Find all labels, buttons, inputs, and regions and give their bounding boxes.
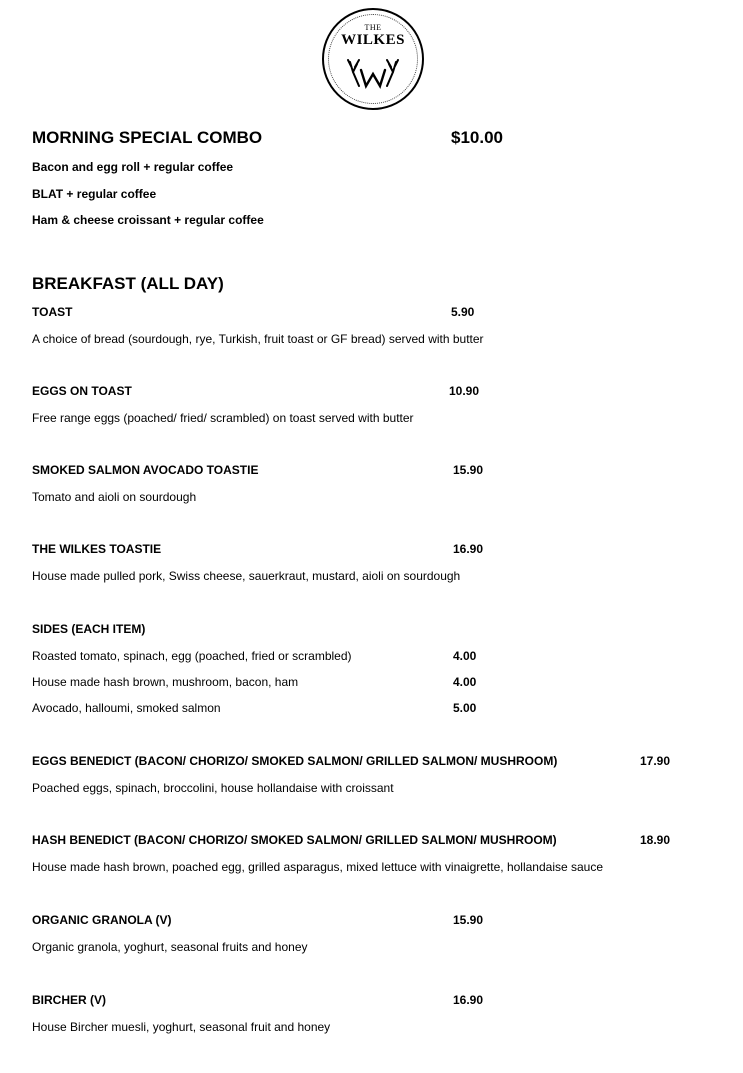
menu-item-name: THE WILKES TOASTIE xyxy=(32,542,162,556)
menu-item-price: 16.90 xyxy=(453,542,484,556)
combo-item: Bacon and egg roll + regular coffee xyxy=(32,160,234,174)
sides-heading: SIDES (EACH ITEM) xyxy=(32,622,146,636)
side-item-price: 4.00 xyxy=(453,675,477,689)
menu-item-price: 10.90 xyxy=(449,384,480,398)
combo-heading: MORNING SPECIAL COMBO xyxy=(32,128,263,147)
menu-item-price: 15.90 xyxy=(453,913,484,927)
menu-item-price: 18.90 xyxy=(640,833,671,847)
menu-item-description: Poached eggs, spinach, broccolini, house hollandaise with croissant xyxy=(32,781,394,795)
menu-item-description: House Bircher muesli, yoghurt, seasonal fruit and honey xyxy=(32,1020,331,1034)
side-item-label: Roasted tomato, spinach, egg (poached, fried or scrambled) xyxy=(32,649,352,663)
combo-price: $10.00 xyxy=(451,128,503,147)
menu-item-price: 16.90 xyxy=(453,993,484,1007)
menu-item-name: EGGS ON TOAST xyxy=(32,384,132,398)
restaurant-logo xyxy=(322,8,424,110)
logo-name: WILKES xyxy=(341,32,405,48)
menu-item-description: House made hash brown, poached egg, grilled asparagus, mixed lettuce with vinaigrette, hollandaise sauce xyxy=(32,860,604,874)
menu-item-description: Tomato and aioli on sourdough xyxy=(32,490,197,504)
menu-item-price: 5.90 xyxy=(451,305,475,319)
menu-item-description: House made pulled pork, Swiss cheese, sauerkraut, mustard, aioli on sourdough xyxy=(32,569,461,583)
menu-item-price: 15.90 xyxy=(453,463,484,477)
menu-item-name: SMOKED SALMON AVOCADO TOASTIE xyxy=(32,463,259,477)
combo-item: Ham & cheese croissant + regular coffee xyxy=(32,213,264,227)
menu-item-description: Organic granola, yoghurt, seasonal fruits and honey xyxy=(32,940,308,954)
side-item-label: Avocado, halloumi, smoked salmon xyxy=(32,701,221,715)
side-item-label: House made hash brown, mushroom, bacon, ham xyxy=(32,675,299,689)
menu-item-price: 17.90 xyxy=(640,754,671,768)
menu-item-name: BIRCHER (V) xyxy=(32,993,106,1007)
logo-top-text: THE xyxy=(364,23,382,32)
menu-item-description: Free range eggs (poached/ fried/ scrambled) on toast served with butter xyxy=(32,411,414,425)
combo-item: BLAT + regular coffee xyxy=(32,187,157,201)
menu-item-name: EGGS BENEDICT (BACON/ CHORIZO/ SMOKED SALMON/ GRILLED SALMON/ MUSHROOM) xyxy=(32,754,558,768)
menu-item-name: ORGANIC GRANOLA (V) xyxy=(32,913,172,927)
antler-w-icon xyxy=(347,50,399,90)
breakfast-heading: BREAKFAST (ALL DAY) xyxy=(32,274,224,293)
menu-item-name: HASH BENEDICT (BACON/ CHORIZO/ SMOKED SALMON/ GRILLED SALMON/ MUSHROOM) xyxy=(32,833,557,847)
side-item-price: 4.00 xyxy=(453,649,477,663)
menu-item-description: A choice of bread (sourdough, rye, Turkish, fruit toast or GF bread) served with butter xyxy=(32,332,484,346)
menu-item-name: TOAST xyxy=(32,305,73,319)
side-item-price: 5.00 xyxy=(453,701,477,715)
